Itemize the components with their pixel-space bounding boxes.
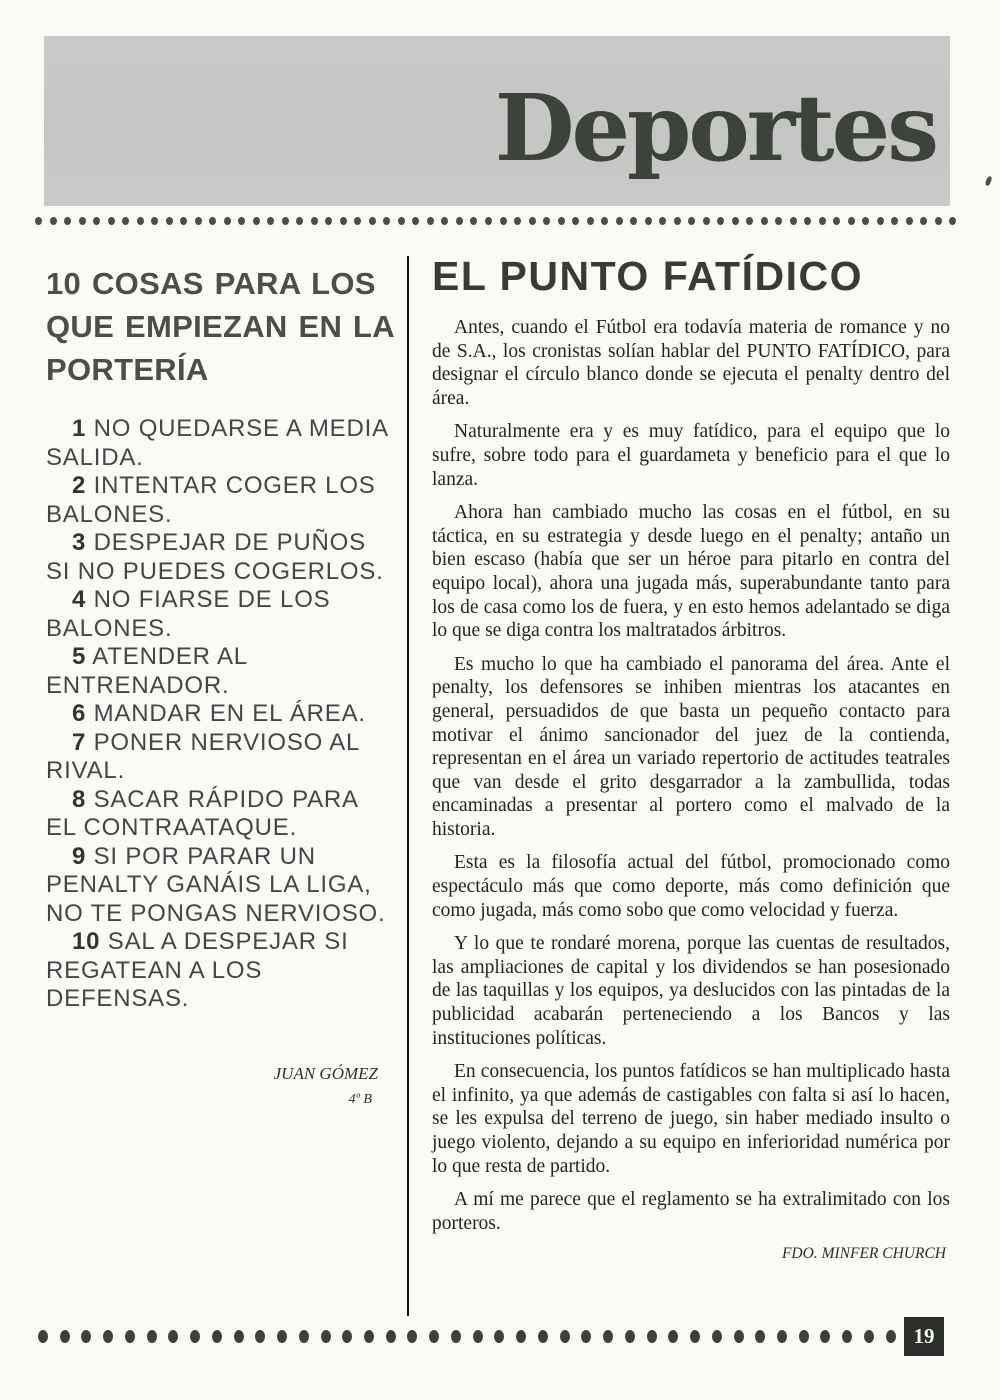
dotted-divider-top <box>35 216 957 226</box>
dot <box>267 217 274 225</box>
section-title: Deportes <box>494 74 936 182</box>
article-body <box>432 316 950 1235</box>
dot <box>755 1330 765 1343</box>
dot <box>238 217 245 225</box>
dot <box>224 217 231 225</box>
dot <box>819 217 826 225</box>
dot <box>103 1330 113 1343</box>
tips-list <box>46 415 394 1014</box>
left-column <box>46 262 394 1108</box>
dot <box>35 217 42 225</box>
dot <box>862 217 869 225</box>
dot <box>168 1330 178 1343</box>
dot <box>848 217 855 225</box>
dot <box>470 217 477 225</box>
dot <box>38 1330 48 1343</box>
article-paragraph: Antes, cuando el Fútbol era todavía materia de romance y no de S.A., los cronistas solían hablar del PUNTO FATÍDICO, para designar el círculo blanco donde se ejecuta el penalty dentro del área. <box>432 317 950 409</box>
dot <box>354 217 361 225</box>
dot <box>60 1330 70 1343</box>
dot <box>864 1330 874 1343</box>
dot <box>761 217 768 225</box>
tip-item: 4 NO FIARSE DE LOS BALONES. <box>46 586 331 642</box>
dot <box>282 217 289 225</box>
column-divider <box>407 256 409 1316</box>
dot <box>920 217 927 225</box>
dot <box>122 217 129 225</box>
dot <box>647 1330 657 1343</box>
dot <box>441 217 448 225</box>
dot <box>64 217 71 225</box>
dot <box>494 1330 504 1343</box>
article-paragraph: En consecuencia, los puntos fatídicos se han multiplicado hasta el infinito, ya que además de castigables con falta si así lo hacen, se les expulsa del terreno de juego, sin haber mediado insulto o juego violento, dejando a su equipo en inferioridad numérica por lo que resta de partido. <box>432 1061 950 1177</box>
tip-item: 8 SACAR RÁPIDO PARA EL CONTRAATAQUE. <box>46 785 358 841</box>
dot <box>543 217 550 225</box>
dot <box>195 217 202 225</box>
tip-item: 1 NO QUEDARSE A MEDIA SALIDA. <box>46 415 388 471</box>
tip-item: 7 PONER NERVIOSO AL RIVAL. <box>46 728 360 784</box>
article-paragraph: Esta es la filosofía actual del fútbol, promocionado como espectáculo más que como deporte, más como definición que como jugada, más como sobo que como velocidad y fuerza. <box>432 852 950 921</box>
tip-number: 8 <box>72 785 87 813</box>
dot <box>125 1330 135 1343</box>
dot <box>616 217 623 225</box>
dot <box>746 217 753 225</box>
dot <box>625 1330 635 1343</box>
tip-item: 5 ATENDER AL ENTRENADOR. <box>46 643 248 699</box>
dot <box>777 1330 787 1343</box>
dot <box>386 1330 396 1343</box>
dot <box>79 217 86 225</box>
dot <box>877 217 884 225</box>
dot <box>342 1330 352 1343</box>
tip-number: 2 <box>72 472 87 499</box>
dot <box>820 1330 830 1343</box>
dot <box>427 217 434 225</box>
dot <box>485 217 492 225</box>
dot <box>277 1330 287 1343</box>
byline-author: JUAN GÓMEZ <box>273 1063 378 1083</box>
article-title: EL PUNTO FATÍDICO <box>432 253 863 299</box>
dotted-divider-bottom <box>38 1328 896 1344</box>
tip-number: 1 <box>72 415 87 442</box>
tip-item: 6 MANDAR EN EL ÁREA. <box>72 700 366 727</box>
dot <box>886 1330 896 1343</box>
dot <box>630 217 637 225</box>
dot <box>137 217 144 225</box>
dot <box>412 217 419 225</box>
dot <box>325 217 332 225</box>
dot <box>166 217 173 225</box>
article-column <box>432 253 950 1263</box>
article-paragraph: Ahora han cambiado mucho las cosas en el fútbol, en su táctica, en su estrategia y desde luego en el penalty; antaño un bien escaso (había que ser un héroe para pitarlo en contra del equipo local), ahora una jugada más, superabundante tanto para los de casa como los de fuera, y en esto hemos adelantado se diga lo que se diga contra los maltratados árbitros. <box>432 502 950 642</box>
tip-number: 9 <box>72 842 87 870</box>
dot <box>703 217 710 225</box>
dot <box>601 217 608 225</box>
tips-heading: 10 COSAS PARA LOS QUE EMPIEZAN EN LA PORTERÍA <box>46 266 394 387</box>
dot <box>299 1330 309 1343</box>
section-banner <box>44 36 950 206</box>
article-paragraph: Naturalmente era y es muy fatídico, para el equipo que lo sufre, sobre todo para el guardameta y beneficio para el que lo lanza. <box>432 421 950 490</box>
dot <box>81 1330 91 1343</box>
dot <box>572 217 579 225</box>
tip-number: 6 <box>72 700 87 727</box>
tip-number: 10 <box>72 928 101 955</box>
dot <box>340 217 347 225</box>
dot <box>234 1330 244 1343</box>
dot <box>190 1330 200 1343</box>
article-paragraph: A mí me parece que el reglamento se ha extralimitado con los porteros. <box>432 1189 950 1234</box>
dot <box>603 1330 613 1343</box>
dot <box>212 1330 222 1343</box>
dot <box>732 217 739 225</box>
tip-number: 7 <box>72 728 87 756</box>
dot <box>799 1330 809 1343</box>
dot <box>108 217 115 225</box>
byline <box>46 1064 394 1108</box>
page-number-badge: 19 <box>904 1317 944 1356</box>
dot <box>514 217 521 225</box>
dot <box>842 1330 852 1343</box>
dot <box>147 1330 157 1343</box>
dot <box>558 217 565 225</box>
dot <box>674 217 681 225</box>
article-paragraph: Es mucho lo que ha cambiado el panorama del área. Ante el penalty, los defensores se inhiben mientras los atacantes en general, persuadidos de que basta un pequeño contacto para motivar el ánimo sancionador del juez de la contienda, representan en el área un variado repertorio de actitudes teatrales que van desde el grito desgarrador a la zambullida, todas encaminadas a presentar al portero como el malvado de la historia. <box>432 653 950 840</box>
dot <box>50 217 57 225</box>
dot <box>790 217 797 225</box>
dot <box>255 1330 265 1343</box>
scan-speck <box>985 175 993 186</box>
dot <box>688 217 695 225</box>
dot <box>668 1330 678 1343</box>
dot <box>398 217 405 225</box>
dot <box>473 1330 483 1343</box>
dot <box>581 1330 591 1343</box>
article-paragraph: Y lo que te rondaré morena, porque las cuentas de resultados, las ampliaciones de capital y los dividendos se han posesionado de las taquillas y los equipos, ya deslucidos con las pintadas de la publicidad acabarán perteneciendo a los Bancos y las instituciones políticas. <box>432 933 950 1049</box>
dot <box>717 217 724 225</box>
dot <box>906 217 913 225</box>
dot <box>311 217 318 225</box>
tip-number: 3 <box>72 529 87 556</box>
dot <box>151 217 158 225</box>
byline-class: 4º B <box>348 1091 372 1107</box>
dot <box>516 1330 526 1343</box>
dot <box>364 1330 374 1343</box>
dot <box>833 217 840 225</box>
dot <box>180 217 187 225</box>
dot <box>451 1330 461 1343</box>
dot <box>734 1330 744 1343</box>
dot <box>804 217 811 225</box>
dot <box>456 217 463 225</box>
article-signature: FDO. MINFER CHURCH <box>781 1245 946 1263</box>
dot <box>407 1330 417 1343</box>
tip-number: 5 <box>72 643 87 670</box>
dot <box>891 217 898 225</box>
dot <box>935 217 942 225</box>
tip-item: 2 INTENTAR COGER LOS BALONES. <box>46 472 376 528</box>
dot <box>712 1330 722 1343</box>
dot <box>500 217 507 225</box>
dot <box>383 217 390 225</box>
dot <box>587 217 594 225</box>
dot <box>949 217 956 225</box>
dot <box>659 217 666 225</box>
dot <box>645 217 652 225</box>
dot <box>321 1330 331 1343</box>
dot <box>690 1330 700 1343</box>
tip-item: 10 SAL A DESPEJAR SI REGATEAN A LOS DEFENSAS. <box>46 928 349 1012</box>
tip-item: 9 SI POR PARAR UN PENALTY GANÁIS LA LIGA, NO TE PONGAS NERVIOSO. <box>46 842 386 927</box>
dot <box>296 217 303 225</box>
dot <box>369 217 376 225</box>
dot <box>209 217 216 225</box>
tip-item: 3 DESPEJAR DE PUÑOS SI NO PUEDES COGERLOS. <box>46 529 384 585</box>
dot <box>429 1330 439 1343</box>
dot <box>538 1330 548 1343</box>
dot <box>253 217 260 225</box>
dot <box>775 217 782 225</box>
dot <box>93 217 100 225</box>
dot <box>560 1330 570 1343</box>
dot <box>529 217 536 225</box>
tip-number: 4 <box>72 586 87 613</box>
